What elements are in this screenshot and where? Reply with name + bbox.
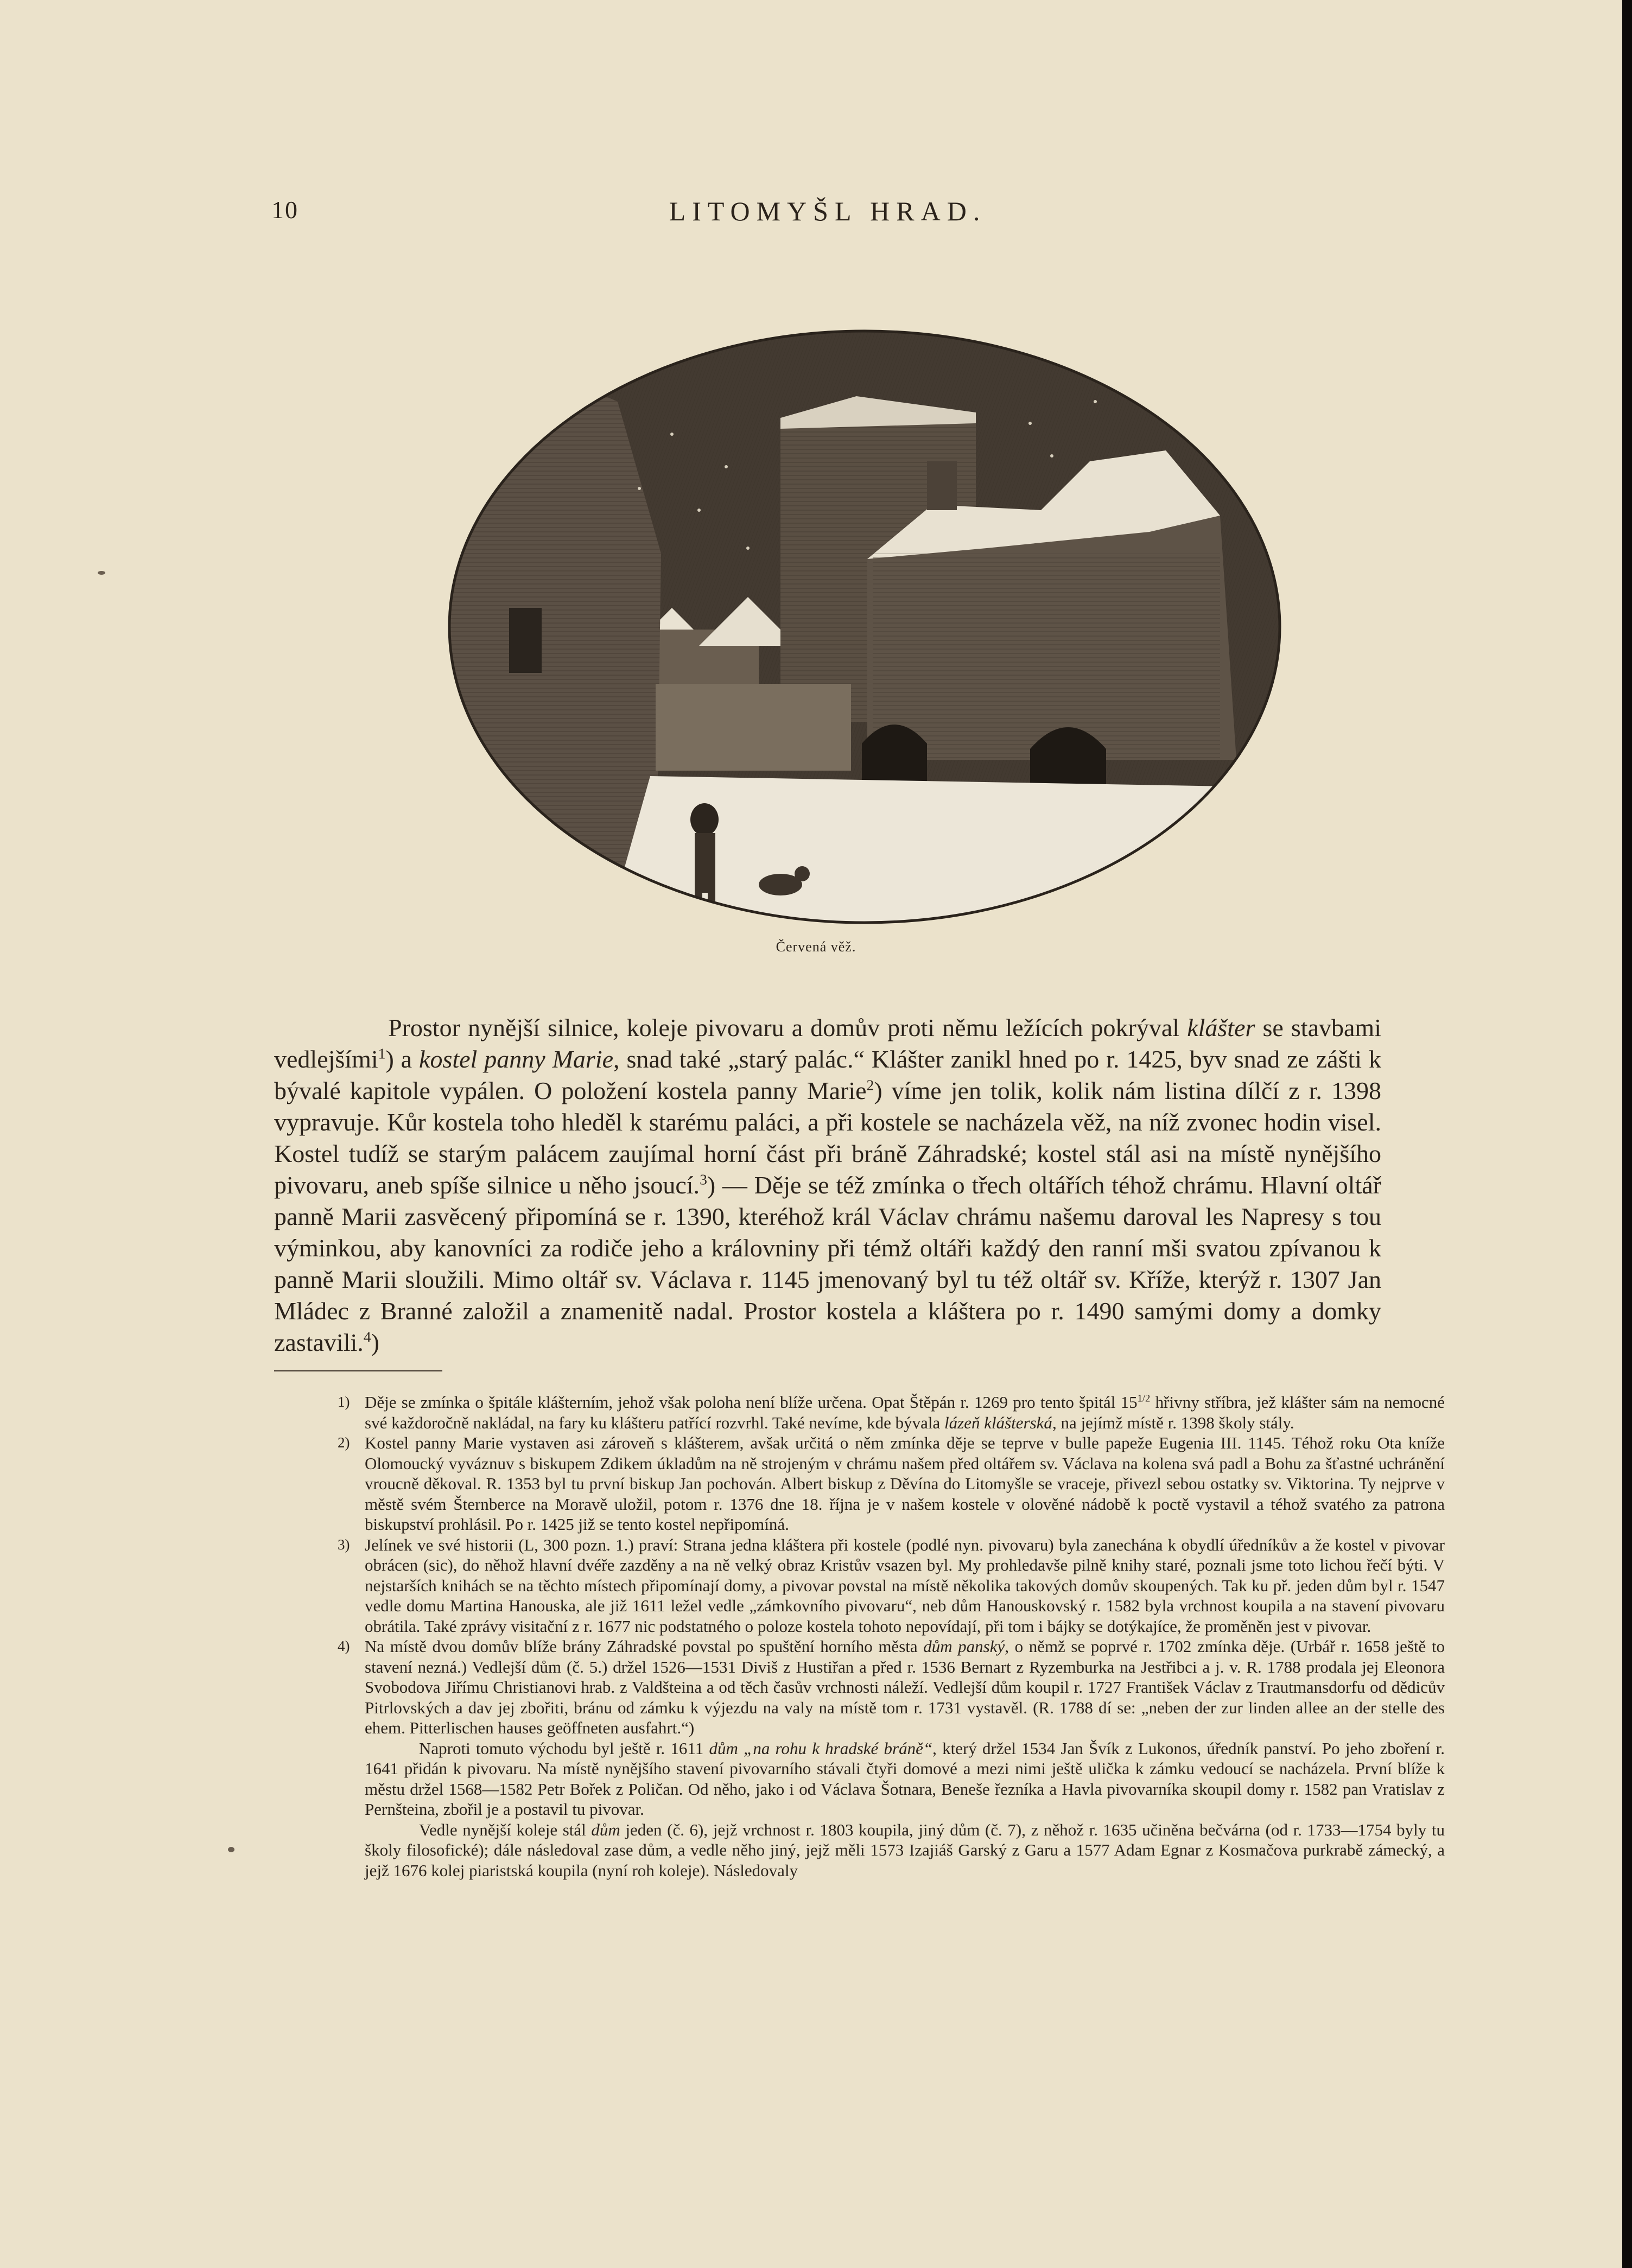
body-text-run: ) — Děje se též zmínka o třech oltářích téhož chrámu. Hlavní oltář panně Marii zasvěcený připomíná se r. 1390, kteréhož král Václav chrámu našemu daroval les Napresy s tou výminkou, aby kanovníci za rodiče jeho a královniny při témž oltáři každý den ranní mši svatou zpívanou k panně Marii sloužili. Mimo oltář sv. Václava r. 1145 jmenovaný byl tu též oltář sv. Kříže, kterýž r. 1307 Jan Mládec z Branné založil a znamenitě nadal. Prostor kostela a kláštera po r. 1490 samými domy a domky zastavili. — [274, 1171, 1381, 1356]
italic-term: kostel panny Marie — [419, 1045, 614, 1073]
footnote-ref: 2 — [866, 1076, 874, 1094]
italic-term: dům „na rohu k hradské bráně“ — [709, 1738, 933, 1758]
footnote-text: Naproti tomuto východu byl ještě r. 1611 — [419, 1738, 709, 1758]
fraction: 1/2 — [1137, 1393, 1151, 1405]
footnote-text: Na místě dvou domův blíže brány Záhradské povstal po spuštění horního města — [365, 1637, 924, 1656]
footnote-1 — [338, 1392, 1445, 1433]
footnote-4 — [338, 1636, 1445, 1738]
running-title: LITOMYŠL HRAD. — [669, 196, 987, 226]
italic-term: lázeň klášterská — [944, 1413, 1052, 1432]
engraving-illustration — [444, 326, 1285, 931]
body-text-run: ) a — [385, 1045, 420, 1073]
footnote-4-continued — [365, 1738, 1445, 1820]
italic-term: dům — [591, 1820, 620, 1839]
paper-speck — [98, 571, 105, 575]
engraving-red-tower — [444, 326, 1285, 931]
footnote-ref: 1 — [378, 1045, 386, 1062]
body-text-run: , snad také „starý palác.“ Klášter zanikl hned po r. 1425, byv snad ze zášti k bývalé kapitole vypálen. O položení kostela panny Marie — [274, 1045, 1381, 1104]
body-text-run: se stavbami vedlejšími — [274, 1014, 1381, 1073]
footnote-text: , o němž se poprvé r. 1702 zmínka děje. (Urbář r. 1658 ještě to stavení nezná.) Vedlejší dům (č. 5.) držel 1526—1531 Diviš z Hustiřan a před r. 1536 Bernart z Ryzemburka na Jestřibci a j. v. R. 1788 prodala jej Eleonora Svobodova Jiřímu Christianovi hrab. z Valdšteina a od těch časův vrchnosti náleží. Vedlejší dům koupil r. 1727 František Václav z Trautmansdorfu od dědicův Pitrlovských a dav jej zbořiti, bránu od zámku k výjezdu na valy na místě tom r. 1731 vystavěl. (R. 1788 dí se: „neben der zur linden allee an der stelle des ehem. Pitterlischen hauses geöffneten ausfahrt.“) — [365, 1637, 1445, 1737]
footnote-3 — [338, 1535, 1445, 1637]
paper-speck — [228, 1847, 234, 1852]
footnote-text: Děje se zmínka o špitále klášterním, jehož však poloha není blíže určena. Opat Štěpán r. 1269 pro tento špitál 15 — [365, 1393, 1138, 1412]
body-text-run: ) víme jen tolik, kolik nám listina dílčí z r. 1398 vypravuje. Kůr kostela toho hleděl k starému paláci, a při kostele se nacházela věž, na níž zvonec hodin visel. Kostel tudíž se starým palácem zaujímal horní část při bráně Záhradské; kostel stál asi na místě nynějšího pivovaru, aneb spíše silnice u něho jsoucí. — [274, 1077, 1381, 1199]
footnote-mark: 3) — [338, 1536, 350, 1553]
italic-term: klášter — [1187, 1014, 1255, 1041]
footnote-rule — [274, 1370, 442, 1371]
footnote-mark: 4) — [338, 1638, 350, 1654]
footnote-text: hřivny stříbra, jež klášter sám na nemocné své každoročně nakládal, na fary ku klášteru patřící rozvrhl. Také nevíme, kde bývala — [365, 1393, 1445, 1432]
footnote-text: Jelínek ve své historii (L, 300 pozn. 1.) praví: Strana jedna kláštera při kostele (podlé nyn. pivovaru) byla zanechána k obydlí úředníkův a že kostel v pivovar obrácen (sic), do něhož hlavní dvéře zazděny a na ně velký obraz Kristův vsazen byl. My prohledavše pilně knihy staré, poznali jsme toto lichou řečí býti. V nejstarších knihách se na těchto místech připomínají domy, a pivovar povstal na místě několika takových domův skoupených. Tak ku př. jeden dům byl r. 1547 vedle domu Martina Hanouska, ale již 1611 ležel vedle „zámkovního pivovaru“, neb dům Hanouskovský r. 1582 byla vrchnost koupila a na stavení pivovaru obrátila. Také zprávy visitační z r. 1677 nic podstatného o poloze kostela tohoto nepovídají, při tom i bájky se dotýkajíce, že proměněn jest v pivovar. — [365, 1535, 1445, 1636]
footnote-text: , který držel 1534 Jan Švík z Lukonos, úředník panství. Po jeho zboření r. 1641 přidán k pivovaru. Na místě nynějšího stavení pivovarního stávali čtyři domové a mezi nimi ještě ulička k zámku vedoucí se nacházela. První blíže k městu držel 1568—1582 Petr Bořek z Poličan. Od něho, jako i od Václava Šotnara, Beneše řezníka a Havla pivovarníka skoupil domy r. 1582 pan Vratislav z Pernšteina, zbořil je a postavil tu pivovar. — [365, 1738, 1445, 1819]
footnote-ref: 4 — [363, 1328, 371, 1345]
italic-term: dům panský — [923, 1637, 1005, 1656]
footnote-mark: 1) — [338, 1394, 350, 1410]
page-number: 10 — [271, 196, 299, 224]
footnote-text: Vedle nynější koleje stál — [419, 1820, 592, 1839]
footnote-ref: 3 — [700, 1171, 707, 1188]
body-text-run: Prostor nynější silnice, koleje pivovaru a domův proti němu ležících pokrýval — [388, 1014, 1188, 1041]
page-header — [271, 195, 1384, 239]
page-edge — [1622, 0, 1632, 2268]
figure-caption: Červená věž. — [776, 939, 856, 955]
footnotes — [338, 1392, 1445, 1881]
body-paragraph — [274, 1012, 1381, 1358]
footnote-mark: 2) — [338, 1434, 350, 1451]
footnote-text: Kostel panny Marie vystaven asi zároveň s klášterem, avšak určitá o něm zmínka děje se teprve v bulle papeže Eugenia III. 1145. Téhož roku Ota kníže Olomoucký vyváznuv s biskupem Zdikem úkladům na ně strojeným v chrámu našem před oltářem sv. Václava na kolena svá padl a Bohu za šťastné uchránění vroucně děkoval. R. 1353 byl tu první biskup Jan pochován. Albert biskup z Děvína do Litomyšle se vraceje, přivezl sebou ostatky sv. Viktorina. Ty nejprve v městě svém Šternberce na Moravě uložil, potom r. 1376 dne 18. října je v našem kostele v olověné nádobě k poctě vystavil a téhož svatého za patrona biskupství prohlásil. Po r. 1425 již se tento kostel nepřipomíná. — [365, 1433, 1445, 1534]
footnote-2 — [338, 1433, 1445, 1535]
footnote-4-continued — [365, 1820, 1445, 1881]
footnote-text: jeden (č. 6), jejž vrchnost r. 1803 koupila, jiný dům (č. 7), z něhož r. 1635 učiněna bečvárna (od r. 1733—1754 byly tu školy filosofické); dále následoval zase dům, a vedle něho jiný, jejž měli 1573 Izajiáš Garský z Garu a 1577 Adam Egnar z Kosmačova purkrabě zámecký, a jejž 1676 kolej piaristská koupila (nyní roh koleje). Následovaly — [365, 1820, 1445, 1880]
footnote-text: , na jejímž místě r. 1398 školy stály. — [1052, 1413, 1294, 1432]
body-text-run: ) — [371, 1329, 379, 1356]
